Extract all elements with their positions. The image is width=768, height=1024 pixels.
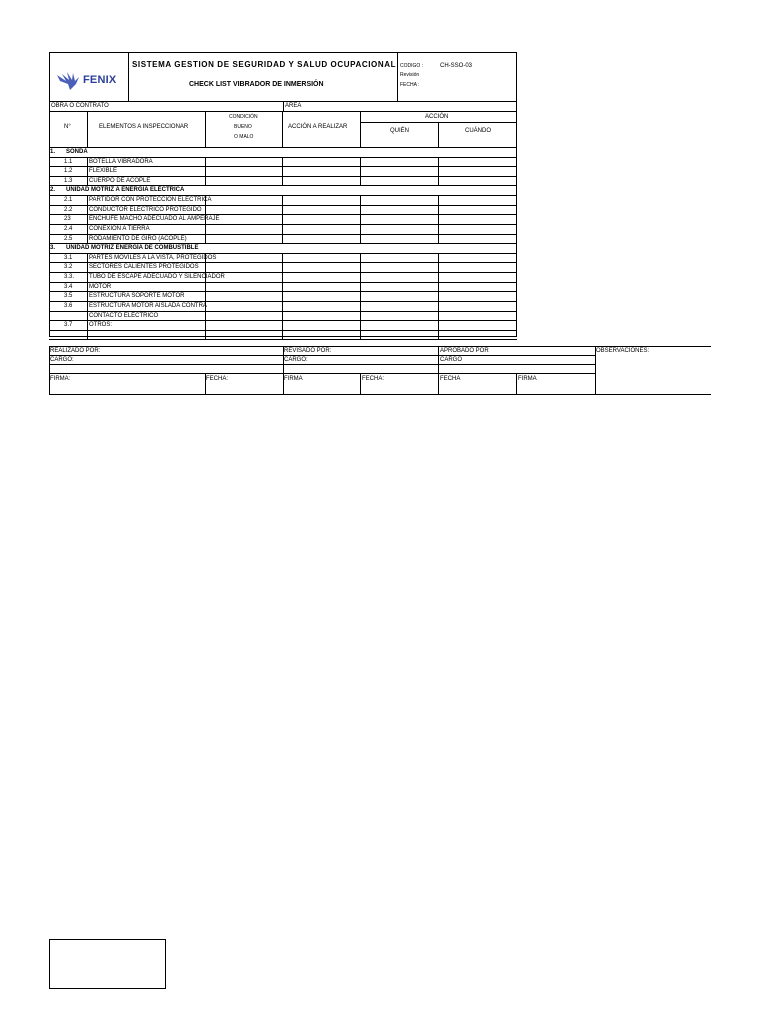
cell-divider: [360, 205, 361, 215]
cell-divider: [205, 234, 206, 244]
footer-line: [49, 355, 595, 356]
cell-divider: [360, 282, 361, 292]
cell-divider: [360, 311, 361, 321]
table-row: [49, 166, 517, 176]
cell-divider: [282, 291, 283, 301]
cell-divider: [438, 195, 439, 205]
system-title: SISTEMA GESTION DE SEGURIDAD Y SALUD OCUPACIONAL: [132, 60, 397, 69]
revision-label: Revisión: [400, 72, 420, 78]
cell-divider: [360, 195, 361, 205]
item-label: CONTACTO ELÉCTRICO: [89, 312, 159, 319]
footer-top-line: [49, 346, 711, 347]
col-line: [438, 122, 439, 147]
footer-bottom-line: [49, 394, 711, 395]
cell-divider: [282, 301, 283, 311]
cell-divider: [205, 224, 206, 234]
cell-divider: [438, 320, 439, 330]
firma-label: FIRMA: [518, 376, 537, 382]
cell-divider: [438, 291, 439, 301]
cell-divider: [282, 282, 283, 292]
cell-divider: [360, 234, 361, 244]
cell-divider: [205, 320, 206, 330]
item-label: CONEXIÓN A TIERRA: [89, 225, 150, 232]
header-divider: [128, 52, 129, 101]
cell-divider: [438, 157, 439, 167]
row-line: [49, 339, 517, 340]
item-label: MOTOR: [89, 283, 112, 290]
cell-divider: [87, 214, 88, 224]
cell-divider: [87, 262, 88, 272]
cell-divider: [360, 224, 361, 234]
item-label: BOTELLA VIBRADORA: [89, 158, 153, 165]
item-number: 3.6: [64, 302, 73, 309]
item-label: PARTES MÓVILES A LA VISTA, PROTEGIDOS: [89, 254, 217, 261]
item-number: 3.: [50, 245, 56, 252]
cell-divider: [87, 291, 88, 301]
revisado-label: REVISADO POR:: [284, 348, 332, 354]
cell-divider: [205, 166, 206, 176]
item-number: 3.7: [64, 322, 73, 329]
codigo-label: CODIGO :: [400, 63, 424, 69]
col-cuando: CUÁNDO: [465, 128, 492, 134]
cell-divider: [205, 205, 206, 215]
area-label: ÁREA: [285, 103, 302, 109]
footer-line: [49, 373, 595, 374]
cell-divider: [438, 272, 439, 282]
item-label: PARTIDOR CON PROTECCIÓN ELÉCTRICA: [89, 197, 212, 204]
cell-divider: [360, 262, 361, 272]
col-line: [87, 111, 88, 147]
fecha-label: FECHA :: [400, 82, 420, 88]
table-row: [49, 330, 517, 340]
cell-divider: [438, 214, 439, 224]
table-row: [49, 282, 517, 292]
item-label: CONDUCTOR ELÉCTRICO PROTEGIDO: [89, 206, 202, 213]
cell-divider: [282, 272, 283, 282]
cell-divider: [87, 234, 88, 244]
firma-label: FIRMA: [284, 376, 303, 382]
cell-divider: [438, 176, 439, 186]
cell-divider: [360, 320, 361, 330]
footer-line: [49, 364, 595, 365]
cell-divider: [360, 166, 361, 176]
item-number: 3.3.: [64, 274, 75, 281]
cell-divider: [87, 205, 88, 215]
item-number: 2.1: [64, 197, 73, 204]
table-header-top: [49, 111, 517, 112]
cell-divider: [87, 272, 88, 282]
section-title: SONDA: [66, 149, 88, 155]
col-condicion: CONDICIÓN: [229, 114, 258, 120]
cell-divider: [87, 320, 88, 330]
col-accion-realizar: ACCIÓN A REALIZAR: [288, 124, 348, 130]
cell-divider: [205, 157, 206, 167]
cell-divider: [205, 262, 206, 272]
item-number: 1.1: [64, 158, 73, 165]
cell-divider: [360, 330, 361, 340]
col-line: [205, 111, 206, 147]
col-accion: ACCIÓN: [425, 114, 449, 120]
item-label: OTROS:: [89, 322, 113, 329]
item-number: 2.2: [64, 206, 73, 213]
cargo-label: CARGO:: [284, 357, 308, 363]
cell-divider: [282, 157, 283, 167]
col-elementos: ELEMENTOS A INSPECCIONAR: [99, 124, 189, 130]
item-number: 1.: [50, 149, 56, 155]
cell-divider: [360, 253, 361, 263]
cell-divider: [87, 195, 88, 205]
phoenix-icon: [56, 71, 86, 91]
cell-divider: [205, 330, 206, 340]
cell-divider: [438, 301, 439, 311]
cell-divider: [87, 301, 88, 311]
cell-divider: [282, 253, 283, 263]
obra-label: OBRA O CONTRATO: [51, 103, 109, 109]
cell-divider: [438, 311, 439, 321]
col-n: N°: [64, 124, 71, 130]
cell-divider: [87, 224, 88, 234]
cell-divider: [87, 176, 88, 186]
cell-divider: [438, 166, 439, 176]
cell-divider: [205, 282, 206, 292]
cell-divider: [438, 253, 439, 263]
item-label: CUERPO DE ACOPLE: [89, 177, 151, 184]
item-label: ENCHUFE MACHO ADECUADO AL AMPERAJE: [89, 216, 220, 223]
col-condicion-bueno: BUENO: [234, 124, 252, 130]
item-number: 23: [64, 216, 71, 223]
item-label: ESTRUCTURA SOPORTE MOTOR: [89, 293, 185, 300]
item-number: 3.5: [64, 293, 73, 300]
section-row: [49, 147, 517, 157]
cell-divider: [205, 176, 206, 186]
cargo-label: CARGO:: [50, 357, 74, 363]
cell-divider: [282, 262, 283, 272]
cell-divider: [360, 301, 361, 311]
item-label: ESTRUCTURA MOTOR AISLADA CONTRA: [89, 302, 207, 309]
cargo-label: CARGO: [440, 357, 463, 363]
company-name: FENIX: [83, 74, 117, 86]
item-number: 3.4: [64, 283, 73, 290]
footer-divider: [438, 346, 439, 394]
footer-divider: [360, 373, 361, 394]
table-row: [49, 320, 517, 330]
firma-label: FIRMA:: [50, 376, 71, 382]
cell-divider: [438, 282, 439, 292]
item-number: 2.5: [64, 235, 73, 242]
cell-divider: [438, 262, 439, 272]
cell-divider: [360, 176, 361, 186]
empty-box: [49, 939, 166, 989]
realizado-label: REALIZADO POR:: [50, 348, 101, 354]
cell-divider: [282, 205, 283, 215]
cell-divider: [438, 224, 439, 234]
cell-divider: [87, 166, 88, 176]
cell-divider: [438, 205, 439, 215]
cell-divider: [438, 330, 439, 340]
cell-divider: [282, 195, 283, 205]
item-number: 2.: [50, 187, 56, 194]
cell-divider: [282, 234, 283, 244]
document-title: CHECK LIST VIBRADOR DE INMERSIÓN: [189, 81, 324, 88]
cell-divider: [205, 291, 206, 301]
footer-divider: [516, 373, 517, 394]
col-quien: QUIÉN: [390, 128, 410, 134]
cell-divider: [282, 311, 283, 321]
col-condicion-malo: O MALO: [234, 134, 254, 140]
item-number: 2.4: [64, 225, 73, 232]
section-title: UNIDAD MOTRIZ ENERGÍA DE COMBUSTIBLE: [66, 245, 199, 252]
observaciones-label: OBSERVACIONES:: [596, 348, 650, 354]
cell-divider: [282, 330, 283, 340]
item-label: RODAMIENTO DE GIRO (ACOPLE): [89, 235, 187, 242]
item-label: FLEXIBLE: [89, 168, 118, 175]
cell-divider: [360, 157, 361, 167]
aprobado-label: APROBADO POR: [440, 348, 489, 354]
col-line: [360, 111, 361, 147]
header-divider: [397, 52, 398, 101]
cell-divider: [282, 224, 283, 234]
cell-divider: [360, 214, 361, 224]
cell-divider: [87, 282, 88, 292]
fecha-label: FECHA: [440, 376, 461, 382]
item-number: 3.1: [64, 254, 73, 261]
cell-divider: [87, 330, 88, 340]
cell-divider: [360, 291, 361, 301]
fecha-label: FECHA:: [206, 376, 229, 382]
cell-divider: [438, 234, 439, 244]
section-title: UNIDAD MOTRIZ A ENERGIA ELÉCTRICA: [66, 187, 185, 194]
area-divider: [283, 101, 284, 111]
cell-divider: [282, 166, 283, 176]
cell-divider: [282, 214, 283, 224]
codigo-value: CH-SSO-03: [440, 63, 473, 69]
fecha-label: FECHA:: [362, 376, 385, 382]
item-number: 3.2: [64, 264, 73, 271]
cell-divider: [87, 253, 88, 263]
item-number: 1.2: [64, 168, 73, 175]
cell-divider: [282, 176, 283, 186]
item-label: TUBO DE ESCAPE ADECUADO Y SILENCIADOR: [89, 274, 225, 281]
col-line: [282, 111, 283, 147]
cell-divider: [87, 311, 88, 321]
company-logo: [56, 70, 122, 92]
cell-divider: [205, 311, 206, 321]
item-number: 1.3: [64, 177, 73, 184]
cell-divider: [282, 320, 283, 330]
cell-divider: [360, 272, 361, 282]
item-label: SECTORES CALIENTES PROTEGIDOS: [89, 264, 199, 271]
cell-divider: [87, 157, 88, 167]
